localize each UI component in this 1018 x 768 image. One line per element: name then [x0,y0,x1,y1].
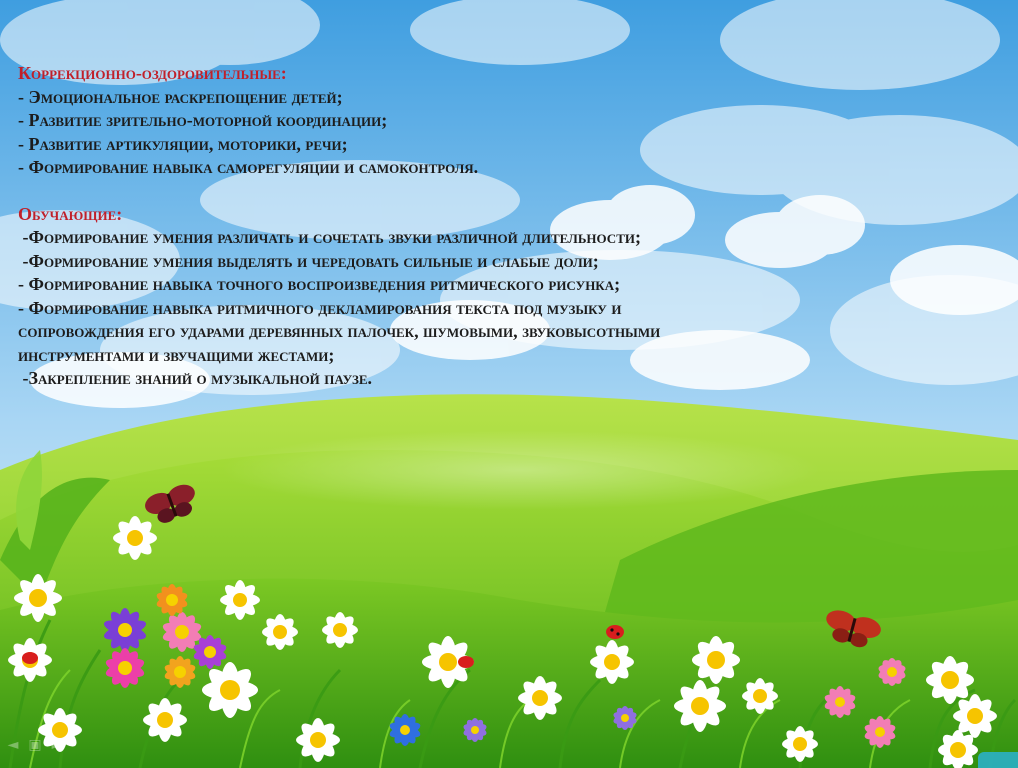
section-title: Обучающие: [18,203,123,224]
list-item: сопровождения его ударами деревянных палочек, шумовыми, звуковысотными [18,321,661,341]
next-slide-icon[interactable]: ► [51,737,63,753]
list-item: - Формирование навыка саморегуляции и самоконтроля. [18,157,479,177]
list-item: -Закрепление знаний о музыкальной паузе. [18,368,373,388]
slideshow-nav [4,736,66,754]
slide-menu-icon[interactable]: ▣ [28,737,42,753]
section-title: Коррекционно-оздоровительные: [18,63,287,83]
goals-text [18,62,978,391]
list-item: - Формирование навыка точного воспроизведения ритмического рисунка; [18,274,621,294]
list-item: -Формирование умения различать и сочетать звуки различной длительности; [18,227,641,247]
section-correctional [18,62,978,180]
list-item: - Формирование навыка ритмичного декламирования текста под музыку и [18,297,622,318]
list-item: - Эмоциональное раскрепощение детей; [18,86,343,107]
corner-tab [978,752,1018,768]
previous-slide-icon[interactable]: ◄ [7,737,19,753]
list-item: - Развитие артикуляции, моторики, речи; [18,133,348,154]
list-item: - Развитие зрительно-моторной координации; [18,110,388,130]
section-educational [18,203,978,391]
list-item: -Формирование умения выделять и чередовать сильные и слабые доли; [18,250,599,271]
list-item: инструментами и звучащими жестами; [18,344,335,365]
